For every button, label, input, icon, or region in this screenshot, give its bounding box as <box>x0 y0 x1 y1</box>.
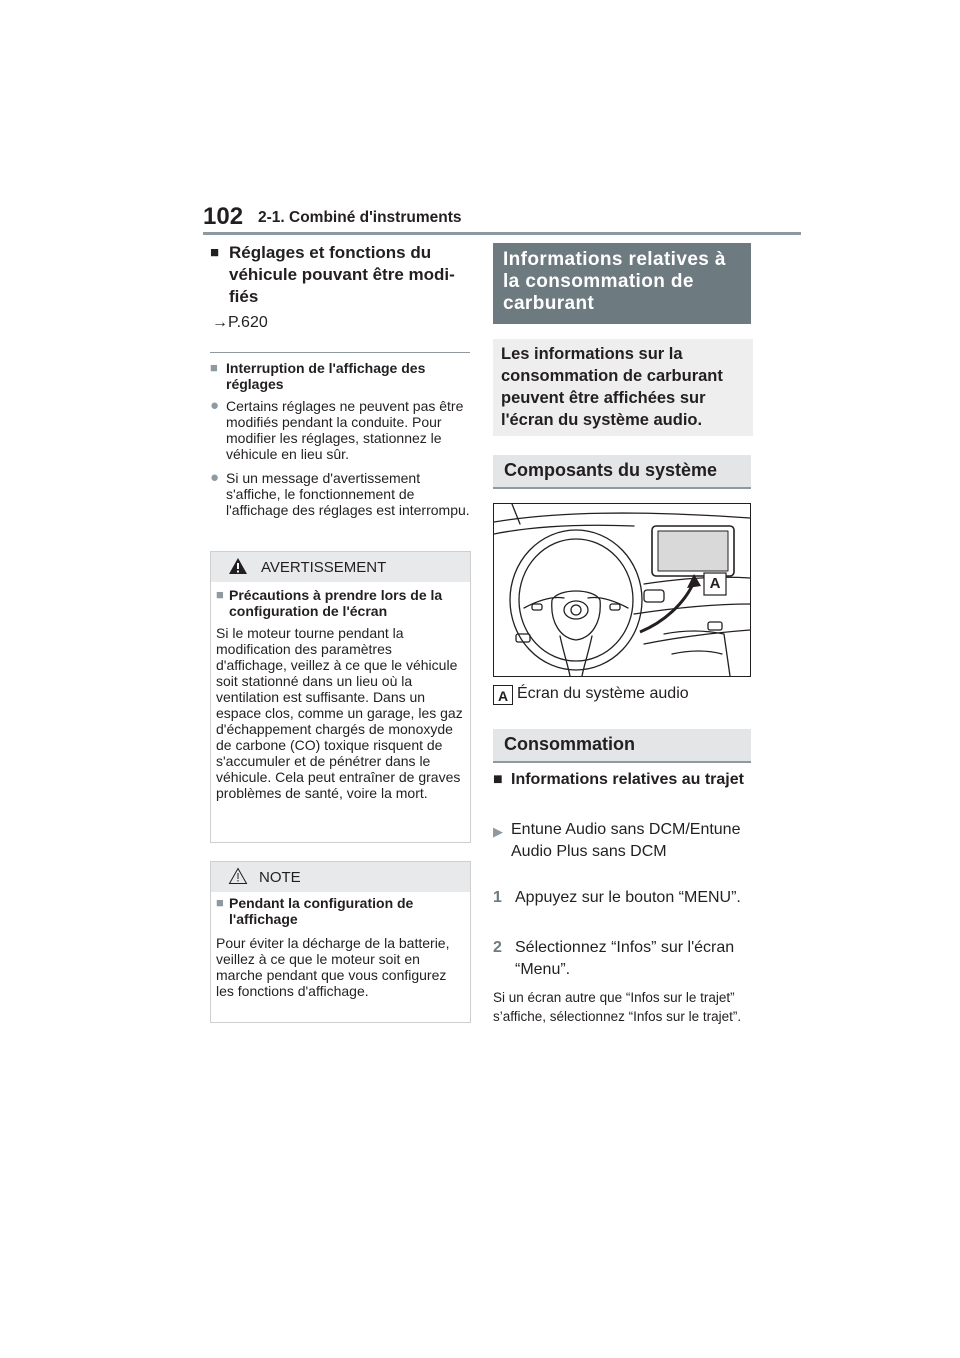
heading-settings: ■ Réglages et fonctions du véhicule pouvant être modifiés <box>210 243 455 306</box>
note-box <box>210 861 471 1023</box>
step-number: 2 <box>493 939 502 956</box>
header-rule <box>203 232 801 235</box>
dashboard-illustration <box>493 503 751 677</box>
note-title: NOTE <box>259 869 301 886</box>
warning-triangle-icon <box>228 557 248 575</box>
components-heading: Composants du système <box>504 460 718 480</box>
note-title-bar <box>211 862 470 892</box>
caution-outline-icon <box>228 867 248 885</box>
step-2: 2 Sélectionnez “Infos” sur l'écran “Menu”. <box>493 939 735 978</box>
step-number: 1 <box>493 889 502 906</box>
consumption-heading: Consommation <box>504 734 636 754</box>
footnote: Si un écran autre que “Infos sur le trajet” s’affiche, sélectionnez “Infos sur le trajet”. <box>493 990 742 1024</box>
square-bullet-icon: ■ <box>493 771 503 788</box>
note-body: Pour éviter la décharge de la batterie, veillez à ce que le moteur soit en marche pendant que vous configurez les fonctions d'affichage. <box>216 935 450 999</box>
consumption-heading-bar <box>493 729 751 763</box>
main-heading: Informations relatives à la consommation de carburant <box>503 249 726 314</box>
model-item: ▶ Entune Audio sans DCM/Entune Audio Plus sans DCM <box>493 821 741 860</box>
intro-box <box>493 339 753 436</box>
warning-subheading: ■ Précautions à prendre lors de la configuration de l'écran <box>216 587 443 619</box>
divider <box>210 352 470 353</box>
callout-label-a: A <box>493 685 513 705</box>
circle-bullet-icon: ● <box>210 469 220 486</box>
square-bullet-icon: ■ <box>216 587 224 602</box>
note-subheading: ■ Pendant la configuration de l'affichage <box>216 895 414 927</box>
list-item: ● Certains réglages ne peuvent pas être modifiés pendant la conduite. Pour modifier les réglages, stationnez le véhicule en lieu sûr. <box>210 397 464 462</box>
callout-description: Écran du système audio <box>517 685 689 702</box>
list-item: ● Si un message d'avertissement s'affiche, le fonctionnement de l'affichage des réglages est interrompu. <box>210 469 470 518</box>
warning-body: Si le moteur tourne pendant la modification des paramètres d'affichage, veillez à ce que le véhicule soit stationné dans un lieu où la ventilation est suffisante. Dans un espace clos, comme un garage, les gaz d'échappement chargés de monoxyde de carbone (CO) toxique risquent de s'accumuler et de pénétrer dans le véhicule. Cela peut entraîner de graves problèmes de santé, voire la mort. <box>216 625 463 801</box>
main-heading-bar <box>493 243 751 324</box>
triangle-bullet-icon: ▶ <box>493 824 503 839</box>
page-reference: →P.620 <box>212 314 268 331</box>
warning-box <box>210 551 471 843</box>
warning-title-bar <box>211 552 470 582</box>
page-number: 102 <box>203 203 244 230</box>
warning-title: AVERTISSEMENT <box>261 559 387 576</box>
square-bullet-icon: ■ <box>210 360 218 375</box>
figure-callout-a: A <box>709 575 721 592</box>
intro-text: Les informations sur la consommation de carburant peuvent être affichées sur l'écran du système audio. <box>501 345 723 429</box>
square-bullet-icon: ■ <box>210 244 220 261</box>
step-1: 1 Appuyez sur le bouton “MENU”. <box>493 887 755 909</box>
square-bullet-icon: ■ <box>216 895 224 910</box>
components-heading-bar <box>493 455 751 489</box>
trip-heading: ■ Informations relatives au trajet <box>493 769 755 791</box>
circle-bullet-icon: ● <box>210 397 220 414</box>
section-title: 2-1. Combiné d'instruments <box>258 209 462 226</box>
subheading-interruption: ■ Interruption de l'affichage des réglages <box>210 360 426 392</box>
